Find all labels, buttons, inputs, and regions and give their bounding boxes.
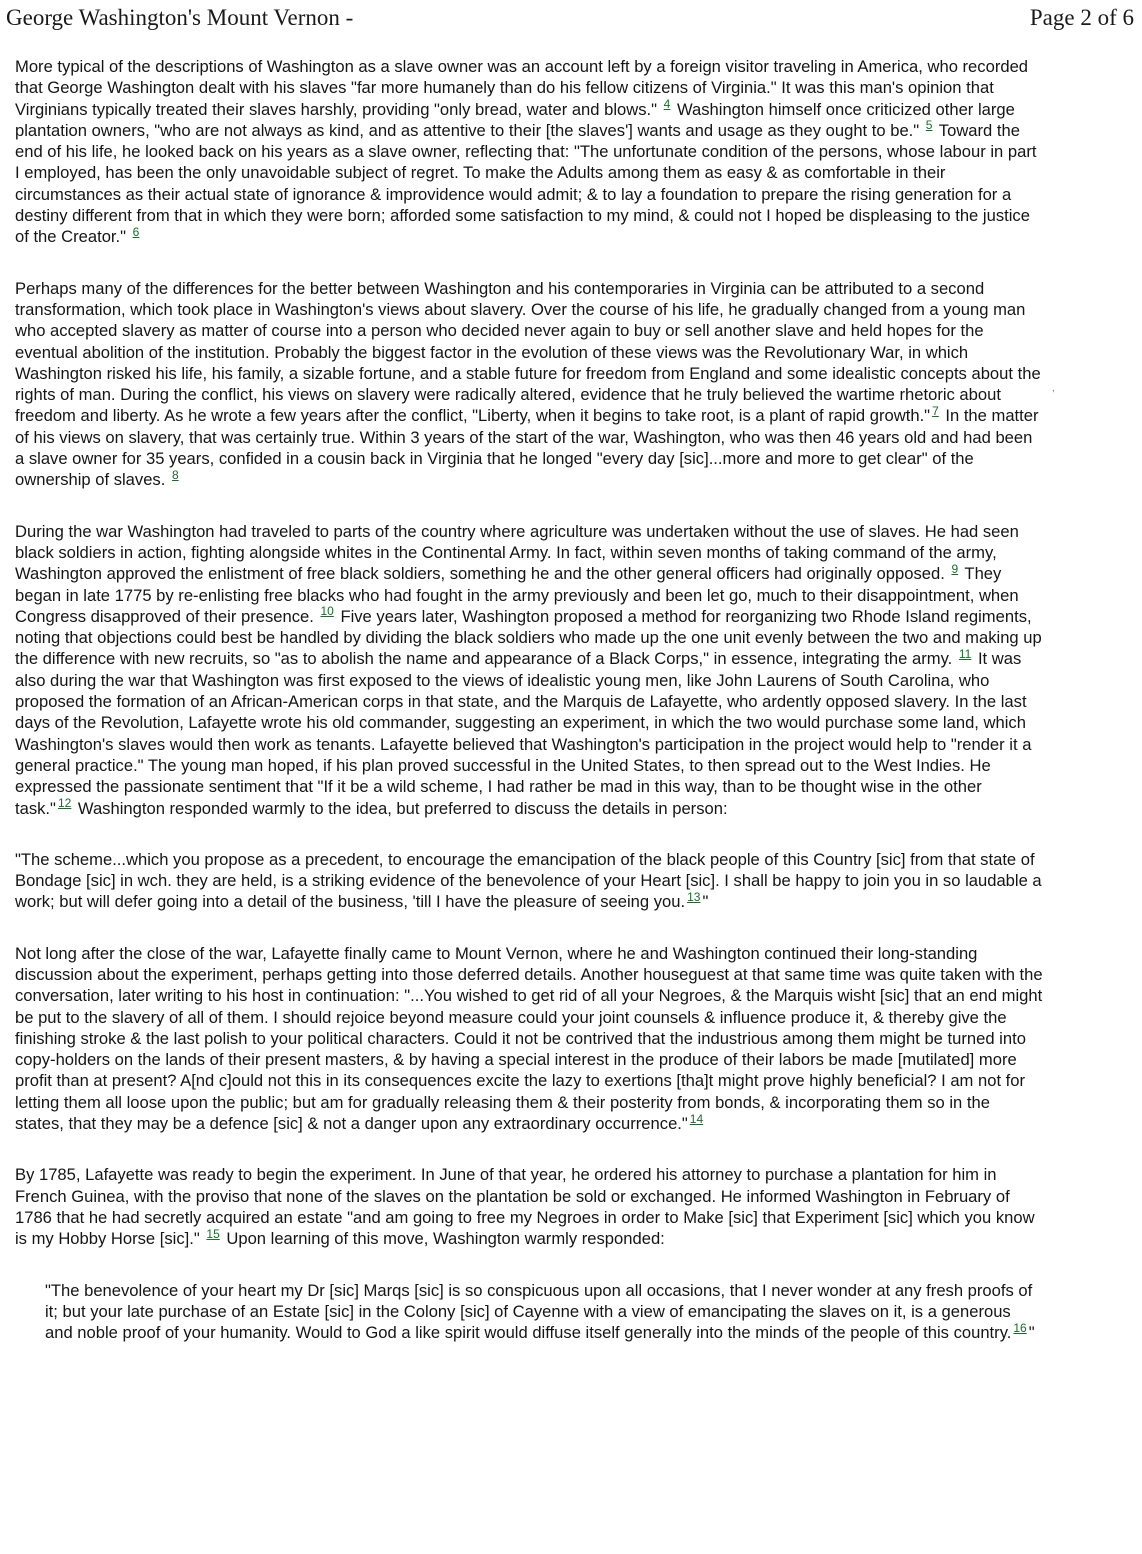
footnote-link[interactable]: 5 xyxy=(925,118,933,133)
paragraph xyxy=(15,849,1043,913)
footnote-link[interactable]: 13 xyxy=(687,889,701,904)
footnote-link[interactable]: 16 xyxy=(1013,1320,1027,1335)
footnote-link[interactable]: 12 xyxy=(57,795,72,810)
article-body xyxy=(15,56,1043,1373)
paragraph xyxy=(15,521,1043,819)
footnote-link[interactable]: 10 xyxy=(320,604,334,619)
paragraph-text: Upon learning of this move, Washington warmly responded: xyxy=(221,1229,665,1249)
footnote-link[interactable]: 8 xyxy=(171,467,179,482)
footnote-link[interactable]: 9 xyxy=(951,561,959,576)
paragraph-text: " xyxy=(1028,1323,1035,1343)
footnote-link[interactable]: 11 xyxy=(958,646,972,661)
paragraph-text: "The benevolence of your heart my Dr [sic] Marqs [sic] is so conspicuous upon all occasions, that I never wonder at any fresh proofs of it; but your late purchase of an Estate [sic] in the Colony [sic] of Cayenne with a view of emancipating the slaves on it, is a generous and noble proof of your humanity. Would to God a like spirit would diffuse itself generally into the minds of the people of this country. xyxy=(45,1280,1033,1343)
paragraph-text: Perhaps many of the differences for the better between Washington and his contemporaries in Virginia can be attributed to a second transformation, which took place in Washington's views about slavery. Over the course of his life, he gradually changed from a young man who accepted slavery as matter of course into a person who decided never again to buy or sell another slave and held hopes for the eventual abolition of the institution. Probably the biggest factor in the evolution of these views was the Revolutionary War, in which Washington risked his life, his family, a sizable fortune, and a stable future for freedom from England and some idealistic concepts about the rights of man. During the conflict, his views on slavery were radically altered, evidence that he truly believed the wartime rhetoric about freedom and liberty. As he wrote a few years after the conflict, "Liberty, when it begins to take root, is a plant of rapid growth." xyxy=(15,278,1041,426)
paragraph xyxy=(15,943,1043,1135)
paragraph-text: Five years later, Washington proposed a method for reorganizing two Rhode Island regiments, noting that objections could best be handled by dividing the black soldiers who made up the one unit evenly between the two and making up the difference with new recruits, so "as to abolish the name and appearance of a Black Corps," in essence, integrating the army. xyxy=(15,606,1042,669)
paragraph-text: It was also during the war that Washington was first exposed to the views of idealistic young men, like John Laurens of South Carolina, who proposed the formation of an African-American corps in that state, and the Marquis de Lafayette, who ardently opposed slavery. In the last days of the Revolution, Lafayette wrote his old commander, suggesting an experiment, in which the two would purchase some land, which Washington's slaves would then work as tenants. Lafayette believed that Washington's participation in the project would help to "render it a general practice." The young man hoped, if his plan proved successful in the United States, to then spread out to the West Indies. He expressed the passionate sentiment that "If it be a wild scheme, I had rather be mad in this way, than to be thought wise in the other task." xyxy=(15,649,1032,818)
page-header xyxy=(6,4,1134,34)
paragraph-text: Toward the end of his life, he looked back on his years as a slave owner, reflecting that: "The unfortunate condition of the persons, whose labour in part I employed, has been the only unavoidable subject of regret. To make the Adults among them as easy & as comfortable in their circumstances as their actual state of ignorance & improvidence would admit; & to lay a foundation to prepare the rising generation for a destiny different from that in which they were born; afforded some satisfaction to my mind, & could not I hoped be displeasing to the justice of the Creator." xyxy=(15,120,1037,247)
footnote-link[interactable]: 14 xyxy=(689,1111,704,1126)
paragraph-text: They began in late 1775 by re-enlisting free blacks who had fought in the army previously and been let go, much to their disappointment, when Congress disapproved of their presence. xyxy=(15,564,1019,626)
stray-mark: , xyxy=(1052,383,1055,394)
document-title: George Washington's Mount Vernon - xyxy=(6,5,354,30)
paragraph xyxy=(15,56,1043,248)
paragraph-text: Not long after the close of the war, Lafayette finally came to Mount Vernon, where he and Washington continued their long-standing discussion about the experiment, perhaps getting into those deferred details. Another houseguest at that same time was quite taken with the conversation, later writing to his host in continuation: "...You wished to get rid of all your Negroes, & the Marquis wisht [sic] that an end might be put to the slavery of all of them. I should rejoice beyond measure could your joint counsels & influence produce it, & thereby give the finishing stroke & the last polish to your political characters. Could it not be contrived that the industrious among them might be turned into copy-holders on the lands of their present masters, & by having a special interest in the produce of their labors be made [mutilated] more profit than at present? A[nd c]ould not this in its consequences excite the lazy to exertions [tha]t might prove highly beneficial? I am not for letting them all loose upon the public; but am for gradually releasing them & their posterity from bonds, & incorporating them so in the states, that they may be a defence [sic] & not a danger upon any extraordinary occurrence." xyxy=(15,943,1043,1134)
paragraph-text: " xyxy=(702,892,709,912)
footnote-link[interactable]: 15 xyxy=(206,1226,220,1241)
footnote-link[interactable]: 6 xyxy=(132,224,140,239)
paragraph-text: More typical of the descriptions of Washington as a slave owner was an account left by a foreign visitor traveling in America, who recorded that George Washington dealt with his slaves "far more humanely than do his fellow citizens of Virginia." It was this man's opinion that Virginians typically treated their slaves harshly, providing "only bread, water and blows." xyxy=(15,57,1029,119)
footnote-link[interactable]: 4 xyxy=(663,97,671,112)
paragraph xyxy=(15,1164,1043,1249)
footnote-link[interactable]: 7 xyxy=(932,403,939,418)
block-quote xyxy=(45,1280,1043,1344)
paragraph-text: During the war Washington had traveled to parts of the country where agriculture was undertaken without the use of slaves. He had seen black soldiers in action, fighting alongside whites in the Continental Army. In fact, within seven months of taking command of the army, Washington approved the enlistment of free black soldiers, something he and the other general officers had originally opposed. xyxy=(15,521,1019,584)
paragraph-text: By 1785, Lafayette was ready to begin the experiment. In June of that year, he ordered his attorney to purchase a plantation for him in French Guinea, with the proviso that none of the slaves on the plantation be sold or exchanged. He informed Washington in February of 1786 that he had secretly acquired an estate "and am going to free my Negroes in order to Make [sic] that Experiment [sic] which you know is my Hobby Horse [sic]." xyxy=(15,1165,1035,1249)
paragraph-text: Washington responded warmly to the idea, but preferred to discuss the details in person: xyxy=(73,798,728,818)
paragraph-text: Washington himself once criticized other large plantation owners, "who are not always as kind, and as attentive to their [the slaves'] wants and usage as they ought to be." xyxy=(15,99,1015,140)
paragraph-text: "The scheme...which you propose as a precedent, to encourage the emancipation of the black people of this Country [sic] from that state of Bondage [sic] in wch. they are held, is a striking evidence of the benevolence of your Heart [sic]. I shall be happy to join you in so laudable a work; but will defer going into a detail of the business, 'till I have the pleasure of seeing you. xyxy=(15,849,1042,912)
paragraph-text: In the matter of his views on slavery, that was certainly true. Within 3 years of the start of the war, Washington, who was then 46 years old and had been a slave owner for 35 years, confided in a cousin back in Virginia that he longed "every day [sic]...more and more to get clear" of the ownership of slaves. xyxy=(15,406,1039,490)
paragraph xyxy=(15,278,1043,491)
page-number: Page 2 of 6 xyxy=(1029,5,1134,30)
